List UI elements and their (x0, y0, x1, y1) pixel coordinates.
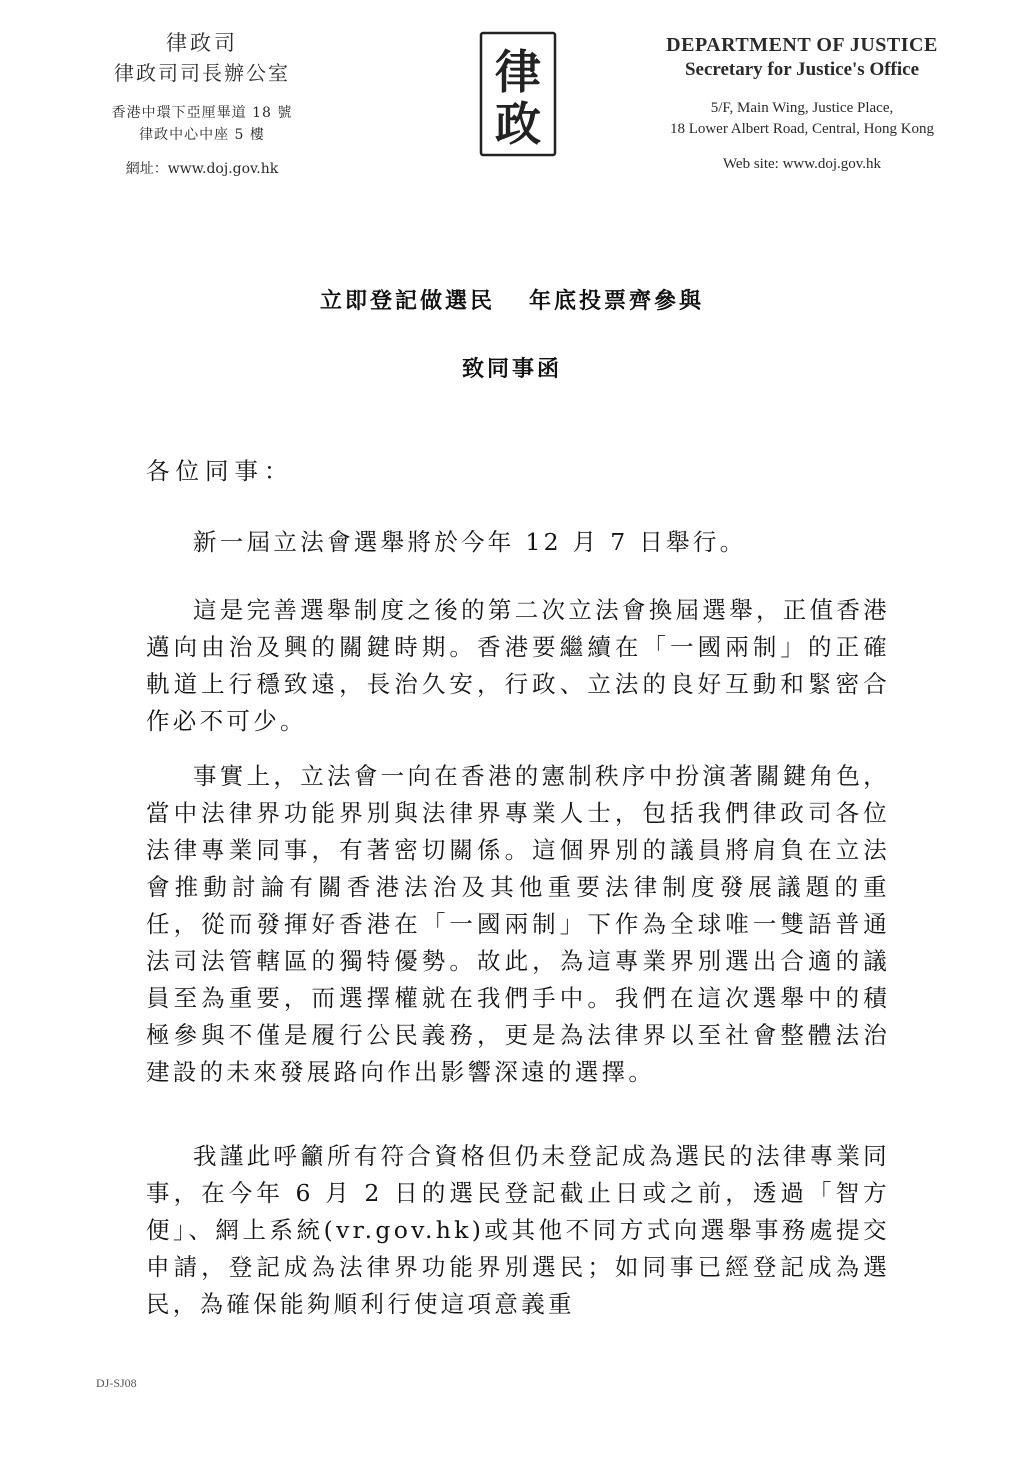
department-name-en: DEPARTMENT OF JUSTICE (666, 34, 938, 56)
website-zh: 網址：www.doj.gov.hk (125, 161, 279, 177)
paragraph-election-date (146, 524, 890, 561)
title-part-1: 立即登記做選民 (319, 288, 495, 314)
letter-title (0, 284, 1024, 315)
paragraph-context (146, 592, 890, 740)
svg-text:政: 政 (495, 97, 541, 151)
letter-subtitle: 致同事函 (461, 356, 562, 382)
address-en-line1: 5/F, Main Wing, Justice Place, (710, 100, 894, 116)
letterhead-english (630, 32, 974, 175)
office-name-zh: 律政司司長辦公室 (114, 61, 290, 85)
paragraph-text: 我謹此呼籲所有符合資格但仍未登記成為選民的法律專業同事，在今年 6 月 2 日的選民登記截止日或之前，透過「智方便」、網上系統(vr.gov.hk)或其他不同方式向選舉事務處提交申請，登記成為法律界功能界別選民；如同事已經登記成為選民，為確保能夠順利行使這項意義重 (146, 1142, 890, 1318)
paragraph-appeal (146, 1138, 890, 1323)
form-code: DJ-SJ08 (96, 1376, 137, 1390)
paragraph-text: 事實上，立法會一向在香港的憲制秩序中扮演著關鍵角色，當中法律界功能界別與法律界專業人士，包括我們律政司各位法律專業同事，有著密切關係。這個界別的議員將肩負在立法會推動討論有關香港法治及其他重要法律制度發展議題的重任，從而發揮好香港在「一國兩制」下作為全球唯一雙語普通法司法管轄區的獨特優勢。故此，為這專業界別選出合適的議員至為重要，而選擇權就在我們手中。我們在這次選舉中的積極參與不僅是履行公民義務，更是為法律界以至社會整體法治建設的未來發展路向作出影響深遠的選擇。 (146, 762, 890, 1086)
department-seal-logo (478, 30, 558, 158)
title-part-2: 年底投票齊參與 (529, 288, 705, 314)
paragraph-legal-sector (146, 758, 890, 1091)
website-en: Web site: www.doj.gov.hk (722, 156, 882, 172)
svg-text:律: 律 (495, 45, 541, 99)
paragraph-text: 新一屆立法會選舉將於今年 12 月 7 日舉行。 (193, 528, 747, 556)
salutation: 各位同事： (146, 457, 294, 485)
department-name-zh: 律政司 (166, 31, 238, 55)
address-zh-line2: 律政中心中座 5 樓 (139, 127, 265, 143)
seal-icon (478, 30, 558, 158)
address-zh-line1: 香港中環下亞厘畢道 18 號 (111, 105, 293, 121)
paragraph-text: 這是完善選舉制度之後的第二次立法會換屆選舉，正值香港邁向由治及興的關鍵時期。香港要繼續在「一國兩制」的正確軌道上行穩致遠，長治久安，行政、立法的良好互動和緊密合作必不可少。 (146, 596, 890, 735)
address-en-line2: 18 Lower Albert Road, Central, Hong Kong (669, 121, 935, 137)
office-name-en: Secretary for Justice's Office (684, 59, 920, 80)
letterhead-chinese (92, 28, 312, 180)
